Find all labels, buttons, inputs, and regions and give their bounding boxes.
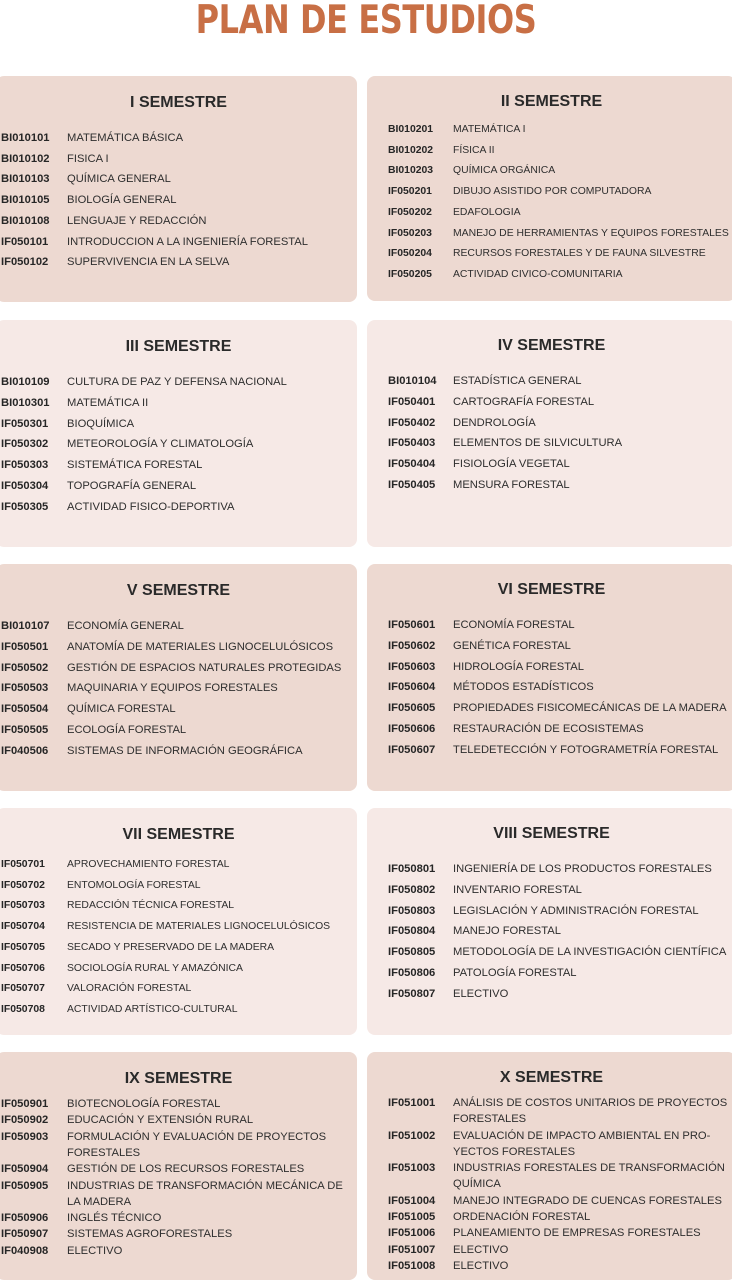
course-row <box>367 226 732 242</box>
course-row <box>0 234 357 250</box>
course-row <box>0 857 357 873</box>
course-name: INGLÉS TÉCNICO <box>67 1212 162 1225</box>
semester-card <box>0 564 357 791</box>
course-row <box>0 478 357 494</box>
course-row <box>367 415 732 431</box>
semester-title: IV SEMESTRE <box>497 337 606 354</box>
course-row <box>0 701 357 717</box>
course-name: RESTAURACIÓN DE ECOSISTEMAS <box>453 723 644 735</box>
course-code: BI010203 <box>388 165 434 177</box>
course-code: IF050905 <box>1 1179 49 1192</box>
course-code: BI010301 <box>1 396 50 409</box>
course-code: IF051001 <box>388 1097 436 1109</box>
course-name: MENSURA FORESTAL <box>453 479 570 491</box>
course-row <box>0 1002 357 1018</box>
semester-title: VI SEMESTRE <box>497 581 606 598</box>
course-row <box>367 944 732 960</box>
semester-card <box>0 320 357 547</box>
course-code: IF050603 <box>388 660 436 673</box>
course-name: ESTADÍSTICA GENERAL <box>453 375 582 387</box>
course-name: PATOLOGÍA FORESTAL <box>453 967 577 979</box>
course-row <box>0 499 357 515</box>
course-row <box>367 882 732 898</box>
course-name: INVENTARIO FORESTAL <box>453 883 582 896</box>
course-code: BI010101 <box>1 132 50 144</box>
course-name: VALORACIÓN FORESTAL <box>67 983 192 995</box>
course-name: QUÍMICA ORGÁNICA <box>453 165 556 177</box>
course-name: QUÍMICA FORESTAL <box>67 703 176 716</box>
course-row <box>0 1096 357 1112</box>
course-code: IF050704 <box>1 921 45 933</box>
course-row <box>0 1129 357 1161</box>
course-code: IF050301 <box>1 417 49 430</box>
course-code: IF050404 <box>388 458 436 471</box>
course-code: IF050201 <box>388 186 432 198</box>
course-name: GENÉTICA FORESTAL <box>453 639 571 652</box>
course-name: HIDROLOGÍA FORESTAL <box>453 660 584 673</box>
course-name: ACTIVIDAD CIVICO-COMUNITARIA <box>453 268 623 280</box>
course-code: IF050701 <box>1 859 45 870</box>
course-row <box>367 122 732 138</box>
semester-title: VIII SEMESTRE <box>493 825 610 842</box>
course-row <box>367 1242 732 1258</box>
course-name: ECONOMÍA GENERAL <box>67 620 184 632</box>
course-row <box>0 878 357 894</box>
course-name: QUÍMICA GENERAL <box>67 173 171 186</box>
course-row <box>367 1225 732 1241</box>
course-row <box>367 1193 732 1209</box>
page-title: PLAN DE ESTUDIOS <box>195 0 537 43</box>
course-code: IF050204 <box>388 248 432 260</box>
course-row <box>0 961 357 977</box>
semester-card <box>0 1052 357 1280</box>
course-code: IF050202 <box>388 206 432 218</box>
course-name: ECOLOGÍA FORESTAL <box>67 724 187 736</box>
course-code: BI010107 <box>1 620 50 632</box>
semester-title: IX SEMESTRE <box>124 1070 233 1087</box>
course-name: FORMULACIÓN Y EVALUACIÓN DE PROYECTOS FORESTALES <box>67 1130 327 1159</box>
course-code: IF050102 <box>1 256 49 269</box>
course-code: BI010104 <box>388 375 437 387</box>
course-name: RESISTENCIA DE MATERIALES LIGNOCELULÓSICOS <box>67 921 331 933</box>
course-row <box>0 981 357 997</box>
semester-card <box>367 808 732 1035</box>
semester-title: I SEMESTRE <box>130 94 227 111</box>
course-code: IF050706 <box>1 962 45 974</box>
semester-card <box>0 76 357 302</box>
course-code: BI010108 <box>1 214 50 227</box>
course-name: INGENIERÍA DE LOS PRODUCTOS FORESTALES <box>453 863 712 875</box>
course-row <box>367 373 732 389</box>
course-name: ENTOMOLOGÍA FORESTAL <box>67 879 201 891</box>
course-code: IF051003 <box>388 1162 436 1175</box>
course-name: DIBUJO ASISTIDO POR COMPUTADORA <box>453 186 652 198</box>
course-code: IF050302 <box>1 438 49 451</box>
course-name: GESTIÓN DE LOS RECURSOS FORESTALES <box>67 1163 305 1176</box>
course-row <box>367 184 732 200</box>
course-code: IF050205 <box>388 268 432 280</box>
course-name: ELECTIVO <box>453 1260 509 1272</box>
course-code: IF050903 <box>1 1130 49 1143</box>
course-name: GESTIÓN DE ESPACIOS NATURALES PROTEGIDAS <box>67 661 342 674</box>
course-row <box>0 395 357 411</box>
course-code: BI010102 <box>1 152 50 165</box>
semester-title: X SEMESTRE <box>499 1069 604 1086</box>
course-row <box>367 923 732 939</box>
course-name: REDACCIÓN TÉCNICA FORESTAL <box>67 900 235 912</box>
course-name: SUPERVIVENCIA EN LA SELVA <box>67 256 230 269</box>
course-code: IF050402 <box>388 416 436 429</box>
course-code: IF050303 <box>1 459 49 472</box>
course-name: ELECTIVO <box>67 1244 123 1257</box>
course-row <box>367 246 732 262</box>
course-row <box>367 903 732 919</box>
course-code: IF050203 <box>388 227 432 239</box>
course-code: IF050304 <box>1 480 49 492</box>
course-row <box>367 986 732 1002</box>
course-name: LEGISLACIÓN Y ADMINISTRACIÓN FORESTAL <box>453 904 699 917</box>
course-row <box>0 192 357 208</box>
course-code: IF050606 <box>388 723 436 735</box>
course-name: ELEMENTOS DE SILVICULTURA <box>453 437 623 450</box>
course-name: BIOTECNOLOGÍA FORESTAL <box>67 1098 221 1110</box>
course-code: IF050503 <box>1 682 49 695</box>
course-row <box>0 416 357 432</box>
course-code: IF050907 <box>1 1228 49 1241</box>
course-name: DENDROLOGÍA <box>453 416 536 429</box>
course-name: SOCIOLOGÍA RURAL Y AMAZÓNICA <box>67 962 243 974</box>
course-code: IF050504 <box>1 703 49 716</box>
course-row <box>0 1210 357 1226</box>
course-row <box>367 456 732 472</box>
semester-title: II SEMESTRE <box>500 93 603 110</box>
course-code: BI010201 <box>388 124 434 135</box>
course-name: MATEMÁTICA I <box>453 124 526 135</box>
semester-card <box>367 76 732 301</box>
course-name: INDUSTRIAS FORESTALES DE TRANSFORMACIÓN QUÍMICA <box>453 1162 725 1191</box>
course-code: IF050807 <box>388 987 436 1000</box>
course-row <box>0 1226 357 1242</box>
course-code: BI010202 <box>388 144 434 156</box>
course-code: IF050702 <box>1 879 45 891</box>
course-name: MATEMÁTICA BÁSICA <box>67 132 184 144</box>
course-name: CARTOGRAFÍA FORESTAL <box>453 395 595 408</box>
course-name: EVALUACIÓN DE IMPACTO AMBIENTAL EN PRO-YECTOS FORESTALES <box>453 1129 711 1158</box>
course-name: ANATOMÍA DE MATERIALES LIGNOCELULÓSICOS <box>67 640 334 653</box>
course-name: LENGUAJE Y REDACCIÓN <box>67 214 207 227</box>
course-code: IF051005 <box>388 1211 436 1224</box>
course-code: IF050705 <box>1 941 45 953</box>
course-code: IF050801 <box>388 863 436 875</box>
course-name: MAQUINARIA Y EQUIPOS FORESTALES <box>67 682 278 695</box>
course-row <box>0 1112 357 1128</box>
course-code: IF040506 <box>1 744 49 757</box>
course-code: BI010105 <box>1 194 50 207</box>
course-code: IF050904 <box>1 1163 49 1176</box>
course-row <box>367 1128 732 1160</box>
course-name: SISTEMÁTICA FORESTAL <box>67 459 203 472</box>
course-name: TOPOGRAFÍA GENERAL <box>67 480 197 492</box>
course-row <box>367 965 732 981</box>
course-name: CULTURA DE PAZ Y DEFENSA NACIONAL <box>67 376 287 388</box>
course-row <box>367 700 732 716</box>
course-row <box>367 1209 732 1225</box>
course-code: IF050707 <box>1 983 45 995</box>
course-row <box>367 617 732 633</box>
course-code: IF050804 <box>388 925 436 938</box>
course-code: IF051007 <box>388 1243 436 1256</box>
course-name: PLANEAMIENTO DE EMPRESAS FORESTALES <box>453 1227 701 1240</box>
course-row <box>0 1178 357 1210</box>
course-row <box>0 919 357 935</box>
course-name: ELECTIVO <box>453 1243 509 1256</box>
course-name: EDAFOLOGIA <box>453 206 521 218</box>
course-name: MÉTODOS ESTADÍSTICOS <box>453 681 594 694</box>
course-row <box>367 267 732 283</box>
course-code: IF050708 <box>1 1003 45 1015</box>
course-row <box>0 1243 357 1259</box>
course-name: ACTIVIDAD ARTÍSTICO-CULTURAL <box>67 1003 238 1015</box>
course-code: IF040908 <box>1 1244 49 1257</box>
course-name: METODOLOGÍA DE LA INVESTIGACIÓN CIENTÍFICA <box>453 946 727 959</box>
course-code: IF050403 <box>388 437 436 450</box>
course-name: METEOROLOGÍA Y CLIMATOLOGÍA <box>67 438 254 451</box>
course-code: IF050802 <box>388 883 436 896</box>
course-row <box>0 254 357 270</box>
course-code: IF050601 <box>388 619 436 631</box>
course-name: ORDENACIÓN FORESTAL <box>453 1211 591 1224</box>
course-code: IF051004 <box>388 1194 436 1207</box>
semester-card <box>0 808 357 1035</box>
course-name: RECURSOS FORESTALES Y DE FAUNA SILVESTRE <box>453 248 706 260</box>
course-row <box>367 638 732 654</box>
course-code: IF050505 <box>1 724 49 736</box>
course-row <box>367 163 732 179</box>
course-code: IF050906 <box>1 1212 49 1225</box>
course-code: IF050703 <box>1 900 45 912</box>
course-code: BI010109 <box>1 376 50 388</box>
course-name: FISICA I <box>67 152 109 165</box>
course-row <box>0 171 357 187</box>
course-code: IF050501 <box>1 640 49 653</box>
course-name: SISTEMAS DE INFORMACIÓN GEOGRÁFICA <box>67 744 303 757</box>
course-name: FISIOLOGÍA VEGETAL <box>453 458 570 471</box>
course-name: ACTIVIDAD FISICO-DEPORTIVA <box>67 500 235 513</box>
course-name: MANEJO DE HERRAMIENTAS Y EQUIPOS FORESTALES <box>453 227 729 239</box>
course-name: PROPIEDADES FISICOMECÁNICAS DE LA MADERA <box>453 702 727 715</box>
course-code: IF050604 <box>388 681 436 694</box>
course-row <box>367 394 732 410</box>
course-name: SISTEMAS AGROFORESTALES <box>67 1228 233 1241</box>
course-row <box>367 861 732 877</box>
semester-title: III SEMESTRE <box>125 338 232 355</box>
course-code: IF050401 <box>388 395 436 408</box>
course-code: IF050803 <box>388 904 436 917</box>
semester-card <box>367 1052 732 1280</box>
course-row <box>367 721 732 737</box>
course-name: EDUCACIÓN Y EXTENSIÓN RURAL <box>67 1114 254 1127</box>
course-code: BI010103 <box>1 173 50 186</box>
course-row <box>0 151 357 167</box>
course-name: ECONOMÍA FORESTAL <box>453 619 575 631</box>
course-name: MATEMÁTICA II <box>67 396 149 409</box>
course-row <box>0 639 357 655</box>
course-row <box>367 1160 732 1192</box>
course-row <box>0 213 357 229</box>
course-code: IF050902 <box>1 1114 49 1127</box>
course-row <box>0 680 357 696</box>
course-row <box>0 898 357 914</box>
course-row <box>0 618 357 634</box>
course-row <box>367 1095 732 1127</box>
course-row <box>367 679 732 695</box>
course-code: IF050502 <box>1 661 49 674</box>
course-row <box>0 722 357 738</box>
course-code: IF051008 <box>388 1260 436 1272</box>
course-name: MANEJO INTEGRADO DE CUENCAS FORESTALES <box>453 1194 722 1207</box>
course-code: IF050806 <box>388 967 436 979</box>
course-code: IF050607 <box>388 743 436 756</box>
course-code: IF050305 <box>1 500 49 513</box>
course-row <box>0 1161 357 1177</box>
semester-title: V SEMESTRE <box>126 582 231 599</box>
course-row <box>367 205 732 221</box>
course-name: MANEJO FORESTAL <box>453 925 561 938</box>
course-row <box>0 374 357 390</box>
course-row <box>0 436 357 452</box>
course-code: IF050605 <box>388 702 436 715</box>
semester-card <box>367 320 732 547</box>
course-row <box>367 1258 732 1274</box>
course-code: IF050602 <box>388 639 436 652</box>
course-name: INTRODUCCION A LA INGENIERÍA FORESTAL <box>67 235 308 248</box>
course-name: TELEDETECCIÓN Y FOTOGRAMETRÍA FORESTAL <box>453 743 719 756</box>
course-code: IF051002 <box>388 1129 436 1142</box>
course-row <box>0 457 357 473</box>
course-code: IF050405 <box>388 479 436 491</box>
course-name: SECADO Y PRESERVADO DE LA MADERA <box>67 941 275 953</box>
course-name: FÍSICA II <box>453 144 495 156</box>
course-row <box>367 435 732 451</box>
course-name: APROVECHAMIENTO FORESTAL <box>67 859 230 870</box>
course-name: INDUSTRIAS DE TRANSFORMACIÓN MECÁNICA DE LA MADERA <box>67 1179 343 1208</box>
course-row <box>0 940 357 956</box>
course-row <box>367 143 732 159</box>
course-name: BIOQUÍMICA <box>67 417 135 430</box>
course-row <box>0 743 357 759</box>
semester-card <box>367 564 732 791</box>
course-row <box>0 660 357 676</box>
course-row <box>0 130 357 146</box>
course-row <box>367 477 732 493</box>
course-name: ELECTIVO <box>453 987 509 1000</box>
course-code: IF050901 <box>1 1098 49 1110</box>
course-row <box>367 742 732 758</box>
course-row <box>367 659 732 675</box>
course-name: ANÁLISIS DE COSTOS UNITARIOS DE PROYECTOS FORESTALES <box>453 1097 728 1125</box>
course-name: BIOLOGÍA GENERAL <box>67 194 177 207</box>
course-code: IF050101 <box>1 235 49 248</box>
course-code: IF051006 <box>388 1227 436 1240</box>
semester-title: VII SEMESTRE <box>122 826 235 843</box>
course-code: IF050805 <box>388 946 436 959</box>
